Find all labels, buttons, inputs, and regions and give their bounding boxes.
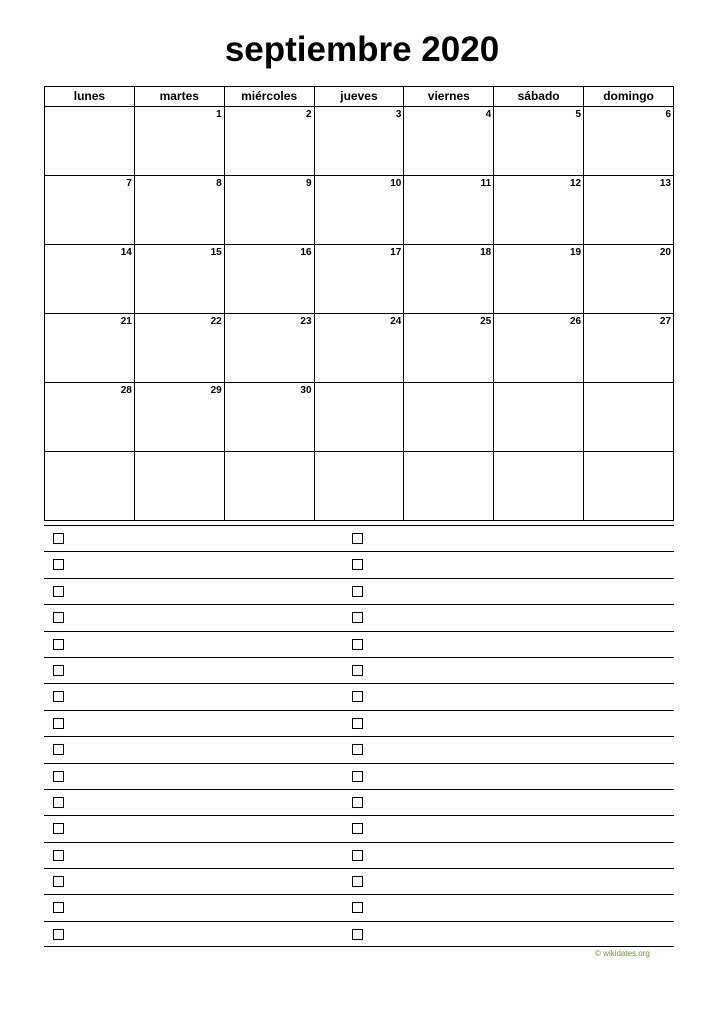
day-cell: 23 [224, 314, 314, 383]
day-cell: 22 [134, 314, 224, 383]
checkbox-icon[interactable] [352, 691, 363, 702]
day-cell: 29 [134, 383, 224, 452]
day-cell [45, 107, 135, 176]
day-cell: 6 [584, 107, 674, 176]
checkbox-icon[interactable] [53, 665, 64, 676]
day-cell [494, 452, 584, 521]
checklist-row [44, 763, 674, 789]
day-cell: 8 [134, 176, 224, 245]
week-row [45, 176, 674, 245]
checklist-row [44, 631, 674, 657]
week-row [45, 107, 674, 176]
day-cell: 21 [45, 314, 135, 383]
checklist-row [44, 894, 674, 920]
checkbox-icon[interactable] [53, 586, 64, 597]
day-cell: 25 [404, 314, 494, 383]
day-cell: 15 [134, 245, 224, 314]
calendar-grid [44, 86, 674, 521]
checklist-row [44, 604, 674, 630]
checkbox-icon[interactable] [352, 876, 363, 887]
checklist-row [44, 683, 674, 709]
day-cell [134, 452, 224, 521]
checkbox-icon[interactable] [352, 850, 363, 861]
checkbox-icon[interactable] [352, 533, 363, 544]
day-cell [584, 452, 674, 521]
day-cell: 4 [404, 107, 494, 176]
checkbox-icon[interactable] [53, 929, 64, 940]
day-cell: 7 [45, 176, 135, 245]
checkbox-icon[interactable] [53, 876, 64, 887]
day-cell [314, 383, 404, 452]
weekday-header: martes [134, 87, 224, 107]
weekday-header: sábado [494, 87, 584, 107]
day-cell: 30 [224, 383, 314, 452]
day-cell: 3 [314, 107, 404, 176]
checkbox-icon[interactable] [53, 902, 64, 913]
day-cell: 16 [224, 245, 314, 314]
day-cell: 12 [494, 176, 584, 245]
checkbox-icon[interactable] [53, 559, 64, 570]
day-cell: 14 [45, 245, 135, 314]
checkbox-icon[interactable] [53, 691, 64, 702]
checklist-row [44, 842, 674, 868]
checkbox-icon[interactable] [352, 718, 363, 729]
day-cell: 19 [494, 245, 584, 314]
day-cell: 2 [224, 107, 314, 176]
week-row [45, 245, 674, 314]
checklist-row [44, 657, 674, 683]
checklist-row [44, 710, 674, 736]
checklist-row [44, 868, 674, 894]
weekday-header-row [45, 87, 674, 107]
day-cell: 28 [45, 383, 135, 452]
checkbox-icon[interactable] [352, 639, 363, 650]
checkbox-icon[interactable] [352, 612, 363, 623]
checklist-row [44, 736, 674, 762]
checkbox-icon[interactable] [53, 718, 64, 729]
weekday-header: viernes [404, 87, 494, 107]
weekday-header: domingo [584, 87, 674, 107]
checkbox-icon[interactable] [53, 850, 64, 861]
day-cell: 13 [584, 176, 674, 245]
day-cell: 5 [494, 107, 584, 176]
checklist-row [44, 578, 674, 604]
checklist-row [44, 789, 674, 815]
checklist-row [44, 921, 674, 947]
weekday-header: miércoles [224, 87, 314, 107]
weekday-header: jueves [314, 87, 404, 107]
checklist [44, 525, 674, 947]
day-cell [404, 383, 494, 452]
checklist-row [44, 525, 674, 551]
day-cell [224, 452, 314, 521]
week-row [45, 452, 674, 521]
day-cell: 17 [314, 245, 404, 314]
day-cell [404, 452, 494, 521]
day-cell [45, 452, 135, 521]
copyright-footer: © wikidates.org [595, 949, 650, 958]
day-cell: 24 [314, 314, 404, 383]
checkbox-icon[interactable] [352, 902, 363, 913]
checklist-row [44, 815, 674, 841]
day-cell [314, 452, 404, 521]
day-cell: 10 [314, 176, 404, 245]
day-cell: 27 [584, 314, 674, 383]
checkbox-icon[interactable] [352, 823, 363, 834]
weekday-header: lunes [45, 87, 135, 107]
day-cell: 20 [584, 245, 674, 314]
page-title: septiembre 2020 [224, 30, 500, 69]
checkbox-icon[interactable] [352, 771, 363, 782]
checklist-row [44, 551, 674, 577]
checkbox-icon[interactable] [53, 823, 64, 834]
checkbox-icon[interactable] [53, 612, 64, 623]
checkbox-icon[interactable] [352, 744, 363, 755]
day-cell [584, 383, 674, 452]
checkbox-icon[interactable] [352, 559, 363, 570]
week-row [45, 383, 674, 452]
day-cell: 26 [494, 314, 584, 383]
day-cell: 9 [224, 176, 314, 245]
checkbox-icon[interactable] [53, 771, 64, 782]
day-cell: 1 [134, 107, 224, 176]
checkbox-icon[interactable] [352, 929, 363, 940]
checkbox-icon[interactable] [53, 797, 64, 808]
week-row [45, 314, 674, 383]
checkbox-icon[interactable] [352, 665, 363, 676]
checkbox-icon[interactable] [352, 586, 363, 597]
day-cell: 18 [404, 245, 494, 314]
day-cell: 11 [404, 176, 494, 245]
checkbox-icon[interactable] [53, 533, 64, 544]
checkbox-icon[interactable] [53, 639, 64, 650]
checkbox-icon[interactable] [53, 744, 64, 755]
checkbox-icon[interactable] [352, 797, 363, 808]
day-cell [494, 383, 584, 452]
